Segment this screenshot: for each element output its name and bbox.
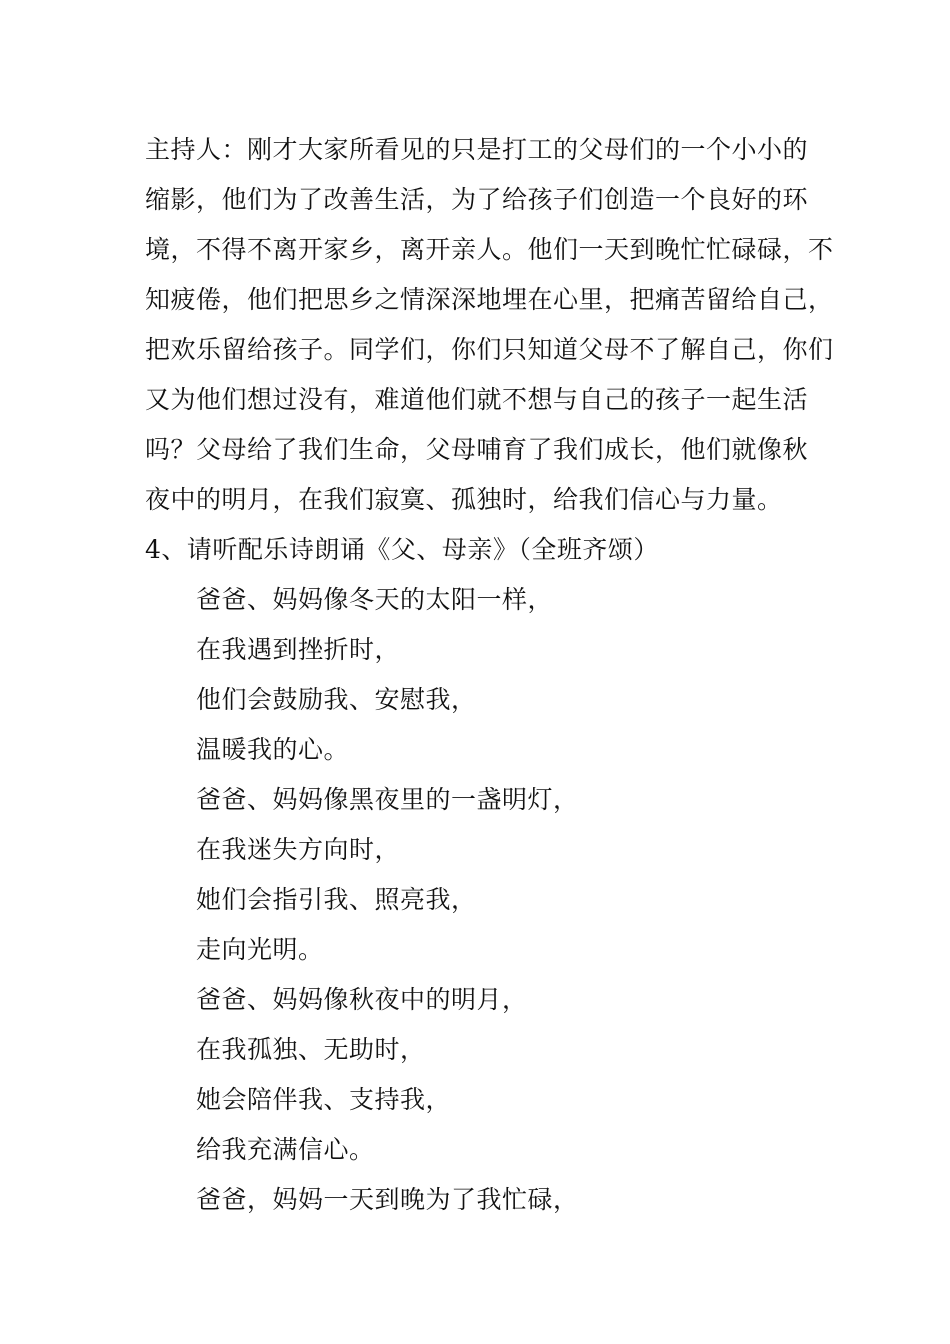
poem-line: 在我遇到挫折时， [196, 635, 401, 664]
paragraph-line: 又为他们想过没有，难道他们就不想与自己的孩子一起生活 [145, 385, 809, 414]
poem-line: 他们会鼓励我、安慰我， [196, 685, 477, 714]
poem-line: 爸爸、妈妈像冬天的太阳一样， [196, 585, 554, 614]
poem-line: 爸爸、妈妈像黑夜里的一盏明灯， [196, 785, 579, 814]
poem-line: 她们会指引我、照亮我， [196, 885, 477, 914]
poem-line: 爸爸，妈妈一天到晚为了我忙碌， [196, 1185, 579, 1214]
paragraph-line: 主持人：刚才大家所看见的只是打工的父母们的一个小小的 [145, 135, 809, 164]
paragraph-line: 把欢乐留给孩子。同学们，你们只知道父母不了解自己，你们 [145, 335, 834, 364]
poem-line: 走向光明。 [196, 935, 324, 964]
paragraph-line: 夜中的明月，在我们寂寞、孤独时，给我们信心与力量。 [145, 485, 783, 514]
paragraph-line: 境，不得不离开家乡，离开亲人。他们一天到晚忙忙碌碌，不 [145, 235, 834, 264]
paragraph-line: 吗？父母给了我们生命，父母哺育了我们成长，他们就像秋 [145, 435, 809, 464]
poem-line: 她会陪伴我、支持我， [196, 1085, 452, 1114]
paragraph-line: 缩影，他们为了改善生活，为了给孩子们创造一个良好的环 [145, 185, 809, 214]
poem-line: 给我充满信心。 [196, 1135, 375, 1164]
poem-line: 爸爸、妈妈像秋夜中的明月， [196, 985, 528, 1014]
paragraph-line: 知疲倦，他们把思乡之情深深地埋在心里，把痛苦留给自己， [145, 285, 834, 314]
poem-line: 在我迷失方向时， [196, 835, 401, 864]
section-heading: 4、请听配乐诗朗诵《父、母亲》（全班齐颂） [145, 535, 659, 564]
poem-line: 在我孤独、无助时， [196, 1035, 426, 1064]
poem-line: 温暖我的心。 [196, 735, 350, 764]
